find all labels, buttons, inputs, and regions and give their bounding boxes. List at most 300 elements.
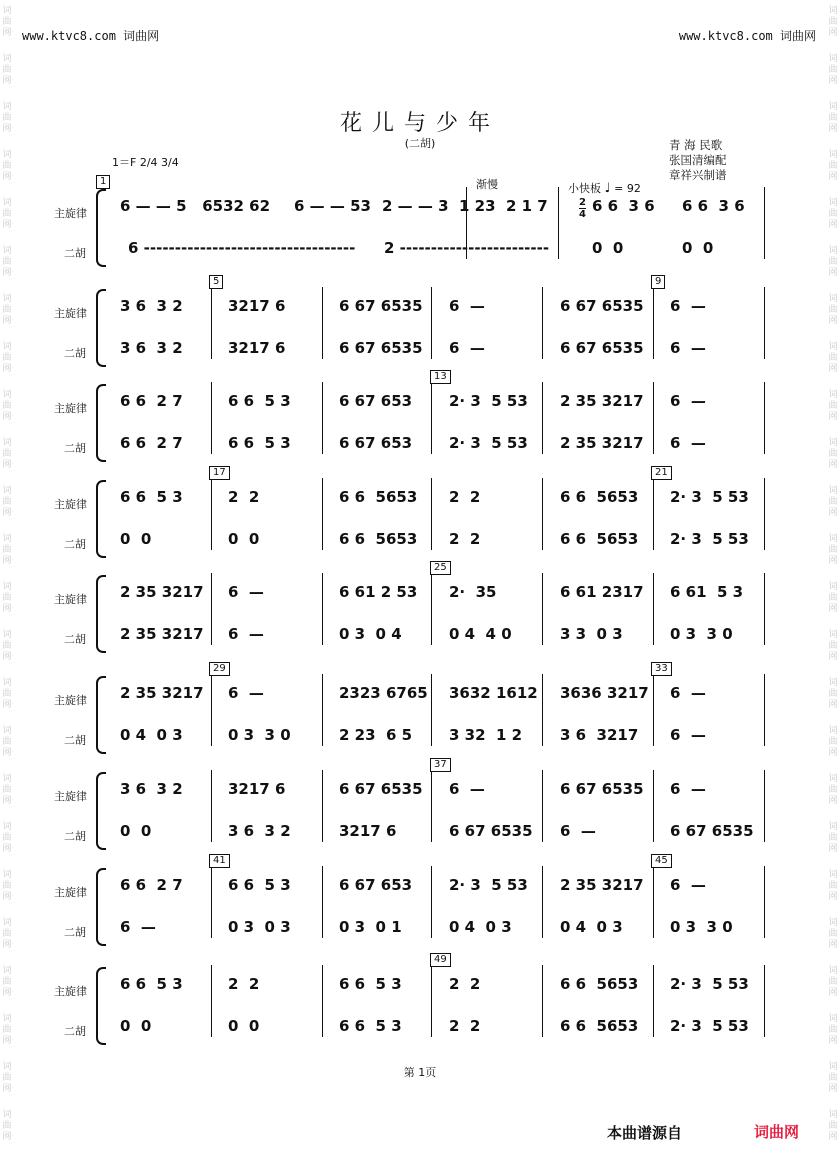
watermark-char: 词 — [2, 6, 12, 16]
score-title: 花儿与少年 — [339, 111, 500, 136]
watermark-char: 网 — [828, 1132, 838, 1142]
watermark-char: 词 — [828, 582, 838, 592]
barline — [542, 965, 543, 1037]
measure-notes: 6 6 5 3 — [339, 1017, 402, 1035]
watermark-char: 词 — [2, 486, 12, 496]
quarter-note-icon: ♩ — [604, 181, 611, 196]
watermark-char: 曲 — [2, 449, 12, 459]
part-label-melody: 主旋律 — [54, 790, 87, 803]
measure-notes: 6 6 5653 — [560, 975, 639, 993]
score-credits — [669, 138, 727, 183]
measure-notes: 3 3 0 3 — [560, 625, 623, 643]
watermark-char: 曲 — [2, 17, 12, 27]
measure-notes: 6 6 5 3 — [228, 392, 291, 410]
measure-notes: 6 — — [228, 684, 264, 702]
part-label-melody: 主旋律 — [54, 886, 87, 899]
watermark-char: 网 — [2, 412, 12, 422]
watermark-char: 曲 — [828, 833, 838, 843]
measure-notes: 6 6 5 3 — [228, 434, 291, 452]
watermark-char: 网 — [828, 316, 838, 326]
watermark-char: 词 — [2, 774, 12, 784]
watermark-char: 网 — [2, 988, 12, 998]
watermark-char: 网 — [828, 220, 838, 230]
measure-notes: 0 0 — [682, 239, 714, 257]
barline — [542, 478, 543, 550]
measure-number: 13 — [430, 370, 451, 384]
measure-notes: 6 6 5653 — [560, 1017, 639, 1035]
measure-notes: 2 2 — [449, 975, 481, 993]
system-brace — [96, 868, 106, 946]
barline — [653, 674, 654, 746]
watermark-char: 词 — [828, 54, 838, 64]
watermark-char: 曲 — [828, 161, 838, 171]
barline — [542, 287, 543, 359]
barline — [431, 866, 432, 938]
barline — [431, 382, 432, 454]
watermark-char: 词 — [828, 102, 838, 112]
score-subtitle: (二胡) — [404, 137, 436, 150]
watermark-char: 曲 — [828, 17, 838, 27]
watermark-char: 曲 — [2, 305, 12, 315]
measure-notes: 6 6 5653 — [560, 530, 639, 548]
score-system — [54, 197, 764, 260]
watermark-char: 网 — [828, 652, 838, 662]
measure-notes: 6 — — [670, 726, 706, 744]
part-label-erhu: 二胡 — [64, 830, 86, 843]
measure-notes: 6 67 653 — [339, 434, 413, 452]
watermark-char: 曲 — [2, 689, 12, 699]
measure-notes: 6 61 5 3 — [670, 583, 744, 601]
barline — [653, 866, 654, 938]
score-system — [54, 975, 764, 1038]
watermark-char: 网 — [828, 988, 838, 998]
part-label-erhu: 二胡 — [64, 347, 86, 360]
watermark-char: 曲 — [2, 785, 12, 795]
watermark-char: 曲 — [828, 401, 838, 411]
measure-notes: 0 3 0 3 — [228, 918, 291, 936]
watermark-char: 网 — [828, 76, 838, 86]
measure-notes: 0 3 0 1 — [339, 918, 402, 936]
measure-notes: 2 35 3217 — [560, 434, 644, 452]
part-label-erhu: 二胡 — [64, 538, 86, 551]
measure-notes: 2· 35 — [449, 583, 497, 601]
right-watermark-strip — [826, 0, 840, 1169]
watermark-char: 曲 — [828, 593, 838, 603]
measure-notes: 2 2 — [449, 488, 481, 506]
time-signature — [579, 197, 586, 220]
watermark-char: 词 — [828, 1062, 838, 1072]
watermark-char: 曲 — [2, 1121, 12, 1131]
watermark-char: 词 — [828, 630, 838, 640]
watermark-char: 词 — [2, 1110, 12, 1120]
watermark-char: 网 — [2, 172, 12, 182]
measure-notes: 2· 3 5 53 — [670, 1017, 749, 1035]
watermark-char: 词 — [828, 342, 838, 352]
watermark-char: 曲 — [828, 305, 838, 315]
watermark-char: 网 — [2, 76, 12, 86]
measure-notes: 6 61 2 53 — [339, 583, 418, 601]
measure-notes: 6 67 6535 — [449, 822, 533, 840]
watermark-char: 曲 — [2, 353, 12, 363]
part-label-melody: 主旋律 — [54, 985, 87, 998]
measure-notes: 2· 3 5 53 — [670, 530, 749, 548]
measure-notes: 2 35 3217 — [560, 876, 644, 894]
measure-notes: 3217 6 — [339, 822, 397, 840]
measure-notes: 6 — — [228, 583, 264, 601]
measure-notes: 6 67 6535 — [339, 297, 423, 315]
left-watermark-strip — [0, 0, 14, 1169]
barline — [211, 382, 212, 454]
measure-notes: 3 32 1 2 — [449, 726, 523, 744]
watermark-char: 词 — [2, 822, 12, 832]
watermark-char: 网 — [2, 844, 12, 854]
measure-notes: 6 — — [449, 339, 485, 357]
part-label-melody: 主旋律 — [54, 694, 87, 707]
watermark-char: 词 — [2, 1014, 12, 1024]
measure-notes: 2 2 — [449, 530, 481, 548]
watermark-char: 词 — [2, 918, 12, 928]
time-sig-bottom: 4 — [579, 209, 586, 220]
watermark-char: 网 — [828, 508, 838, 518]
measure-notes: 3217 6 — [228, 339, 286, 357]
watermark-char: 网 — [2, 796, 12, 806]
score-system — [54, 297, 764, 360]
watermark-char: 网 — [828, 364, 838, 374]
barline — [211, 866, 212, 938]
source-logo[interactable]: 词曲网 — [754, 1123, 800, 1141]
measure-notes: 6 6 3 6 — [592, 197, 655, 215]
measure-notes: 0 0 — [592, 239, 624, 257]
barline — [542, 382, 543, 454]
score-system — [54, 780, 764, 843]
watermark-char: 词 — [828, 966, 838, 976]
measure-notes: 6 6 5 3 — [228, 876, 291, 894]
barline — [431, 965, 432, 1037]
barline — [542, 573, 543, 645]
barline — [653, 287, 654, 359]
watermark-char: 网 — [2, 364, 12, 374]
watermark-char: 网 — [828, 796, 838, 806]
measure-number: 25 — [430, 561, 451, 575]
watermark-char: 词 — [828, 822, 838, 832]
measure-notes: 3217 6 — [228, 297, 286, 315]
measure-notes: 2· 3 5 53 — [449, 876, 528, 894]
watermark-char: 曲 — [2, 1025, 12, 1035]
watermark-char: 网 — [828, 556, 838, 566]
measure-number: 29 — [209, 662, 230, 676]
barline — [211, 287, 212, 359]
measure-notes: 6 67 6535 — [339, 780, 423, 798]
watermark-char: 曲 — [2, 593, 12, 603]
barline — [322, 573, 323, 645]
measure-notes: 2 35 3217 — [120, 684, 204, 702]
measure-notes: 0 0 — [120, 822, 152, 840]
tempo-allegretto — [568, 180, 641, 196]
watermark-char: 曲 — [828, 1025, 838, 1035]
watermark-char: 词 — [2, 294, 12, 304]
watermark-char: 曲 — [828, 65, 838, 75]
measure-notes: 3632 1612 — [449, 684, 538, 702]
measure-notes: 6 67 6535 — [560, 339, 644, 357]
part-label-erhu: 二胡 — [64, 247, 86, 260]
barline — [764, 965, 765, 1037]
measure-number: 33 — [651, 662, 672, 676]
barline — [322, 866, 323, 938]
barline — [322, 965, 323, 1037]
part-label-melody: 主旋律 — [54, 307, 87, 320]
watermark-char: 网 — [828, 460, 838, 470]
watermark-char: 词 — [2, 54, 12, 64]
watermark-char: 网 — [2, 220, 12, 230]
watermark-char: 词 — [2, 198, 12, 208]
part-label-erhu: 二胡 — [64, 1025, 86, 1038]
measure-notes: 0 0 — [120, 1017, 152, 1035]
measure-notes: 6 61 2317 — [560, 583, 644, 601]
watermark-char: 网 — [828, 1036, 838, 1046]
measure-notes: 2 23 6 5 — [339, 726, 413, 744]
measure-notes: 6 67 653 — [339, 876, 413, 894]
score-system — [54, 583, 764, 646]
measure-number: 37 — [430, 758, 451, 772]
watermark-char: 曲 — [2, 929, 12, 939]
watermark-char: 曲 — [828, 1121, 838, 1131]
measure-notes: 6 — — [670, 780, 706, 798]
credit-arranger: 张国清编配 — [669, 153, 727, 167]
measure-notes: 6 — — [670, 297, 706, 315]
barline — [764, 287, 765, 359]
measure-notes: 2323 6765 — [339, 684, 428, 702]
watermark-char: 词 — [2, 150, 12, 160]
tempo-slowing: 渐慢 — [476, 178, 498, 191]
part-label-melody: 主旋律 — [54, 207, 87, 220]
system-brace — [96, 480, 106, 558]
barline — [558, 187, 559, 259]
watermark-char: 词 — [2, 246, 12, 256]
watermark-char: 词 — [2, 870, 12, 880]
score-system — [54, 392, 764, 455]
time-sig-top: 2 — [579, 197, 586, 208]
watermark-char: 曲 — [2, 977, 12, 987]
watermark-char: 曲 — [2, 161, 12, 171]
measure-notes: 6 6 5 3 — [120, 488, 183, 506]
barline — [431, 573, 432, 645]
measure-number: 1 — [96, 175, 110, 189]
watermark-char: 曲 — [2, 113, 12, 123]
barline — [764, 674, 765, 746]
measure-notes: 6 — — [228, 625, 264, 643]
watermark-char: 词 — [2, 726, 12, 736]
measure-number: 17 — [209, 466, 230, 480]
measure-notes: 6 67 6535 — [560, 297, 644, 315]
watermark-char: 曲 — [2, 1073, 12, 1083]
barline — [322, 287, 323, 359]
page-footer: 第 1页 — [403, 1066, 437, 1079]
barline — [211, 478, 212, 550]
watermark-char: 网 — [2, 940, 12, 950]
measure-notes: 6 67 6535 — [560, 780, 644, 798]
watermark-char: 词 — [828, 246, 838, 256]
watermark-char: 曲 — [2, 833, 12, 843]
barline — [653, 478, 654, 550]
watermark-char: 曲 — [828, 113, 838, 123]
watermark-char: 词 — [828, 198, 838, 208]
system-brace — [96, 575, 106, 653]
barline — [542, 674, 543, 746]
credit-transcriber: 章祥兴制谱 — [669, 168, 727, 182]
measure-notes: 6 67 6535 — [670, 822, 754, 840]
barline — [322, 674, 323, 746]
watermark-char: 词 — [2, 390, 12, 400]
watermark-char: 曲 — [828, 545, 838, 555]
watermark-char: 词 — [2, 1062, 12, 1072]
measure-notes: 2 2 — [228, 975, 260, 993]
part-label-erhu: 二胡 — [64, 926, 86, 939]
barline — [431, 674, 432, 746]
part-label-melody: 主旋律 — [54, 402, 87, 415]
watermark-char: 词 — [2, 534, 12, 544]
measure-number: 45 — [651, 854, 672, 868]
watermark-char: 网 — [828, 412, 838, 422]
measure-notes: 0 4 0 3 — [120, 726, 183, 744]
watermark-char: 词 — [2, 582, 12, 592]
measure-notes: 2 — — 3 1 23 2 1 7 — [382, 197, 548, 215]
score-system — [54, 876, 764, 939]
measure-number: 49 — [430, 953, 451, 967]
measure-notes: 6 — — [449, 780, 485, 798]
barline — [322, 770, 323, 842]
measure-notes: 6 — — [670, 392, 706, 410]
watermark-char: 词 — [828, 678, 838, 688]
measure-notes: 6 — — [670, 434, 706, 452]
score-system — [54, 684, 764, 747]
barline — [653, 965, 654, 1037]
barline — [431, 770, 432, 842]
score-system — [54, 488, 764, 551]
watermark-char: 网 — [828, 940, 838, 950]
source-label: 本曲谱源自 — [607, 1124, 683, 1142]
watermark-char: 网 — [2, 748, 12, 758]
watermark-char: 曲 — [828, 785, 838, 795]
system-brace — [96, 289, 106, 367]
system-brace — [96, 384, 106, 462]
header-url-right[interactable]: www.ktvc8.com 词曲网 — [678, 29, 816, 43]
part-label-melody: 主旋律 — [54, 498, 87, 511]
watermark-char: 网 — [2, 892, 12, 902]
barline — [653, 770, 654, 842]
measure-notes: 6 6 5 3 — [339, 975, 402, 993]
barline — [764, 478, 765, 550]
measure-number: 41 — [209, 854, 230, 868]
watermark-char: 曲 — [828, 209, 838, 219]
barline — [211, 770, 212, 842]
measure-notes: 6 — — 5 6532 62 — [120, 197, 271, 215]
watermark-char: 网 — [828, 892, 838, 902]
watermark-char: 网 — [2, 28, 12, 38]
measure-notes: 2· 3 5 53 — [670, 488, 749, 506]
watermark-char: 词 — [828, 774, 838, 784]
measure-notes: 0 0 — [228, 1017, 260, 1035]
barline — [322, 478, 323, 550]
measure-notes: 3 6 3 2 — [120, 339, 183, 357]
measure-notes: 6 ---------------------------------- — [128, 239, 356, 257]
measure-notes: 0 3 3 0 — [670, 625, 733, 643]
measure-notes: 0 3 0 4 — [339, 625, 402, 643]
measure-notes: 6 — — [560, 822, 596, 840]
watermark-char: 词 — [2, 342, 12, 352]
watermark-char: 网 — [2, 508, 12, 518]
watermark-char: 曲 — [828, 881, 838, 891]
watermark-char: 曲 — [2, 209, 12, 219]
measure-notes: 0 3 3 0 — [670, 918, 733, 936]
watermark-char: 网 — [2, 604, 12, 614]
measure-notes: 2 ------------------------ — [384, 239, 550, 257]
watermark-char: 网 — [2, 556, 12, 566]
measure-notes: 2 2 — [449, 1017, 481, 1035]
barline — [653, 382, 654, 454]
watermark-char: 网 — [828, 172, 838, 182]
watermark-char: 曲 — [828, 1073, 838, 1083]
measure-notes: 6 — — [449, 297, 485, 315]
measure-notes: 6 6 5653 — [339, 530, 418, 548]
measure-notes: 0 0 — [228, 530, 260, 548]
measure-notes: 6 — — [670, 684, 706, 702]
watermark-char: 网 — [2, 1132, 12, 1142]
watermark-char: 曲 — [828, 641, 838, 651]
part-label-melody: 主旋律 — [54, 593, 87, 606]
key-signature: 1＝F 2/4 3/4 — [112, 156, 179, 169]
measure-notes: 0 4 0 3 — [449, 918, 512, 936]
watermark-char: 词 — [828, 150, 838, 160]
watermark-char: 曲 — [828, 449, 838, 459]
watermark-char: 词 — [828, 390, 838, 400]
header-url-left[interactable]: www.ktvc8.com 词曲网 — [22, 29, 160, 43]
measure-notes: 3636 3217 — [560, 684, 649, 702]
watermark-char: 网 — [2, 460, 12, 470]
watermark-char: 网 — [828, 844, 838, 854]
watermark-char: 词 — [828, 726, 838, 736]
measure-number: 21 — [651, 466, 672, 480]
measure-notes: 2 35 3217 — [120, 625, 204, 643]
watermark-char: 曲 — [828, 353, 838, 363]
part-label-erhu: 二胡 — [64, 442, 86, 455]
measure-notes: 3 6 3 2 — [120, 780, 183, 798]
watermark-char: 网 — [2, 124, 12, 134]
watermark-char: 曲 — [2, 545, 12, 555]
barline — [764, 573, 765, 645]
watermark-char: 词 — [828, 1014, 838, 1024]
measure-notes: 6 6 2 7 — [120, 876, 183, 894]
watermark-char: 词 — [828, 486, 838, 496]
barline — [322, 382, 323, 454]
measure-notes: 6 6 3 6 — [682, 197, 745, 215]
measure-notes: 2 2 — [228, 488, 260, 506]
measure-notes: 6 — — [670, 339, 706, 357]
watermark-char: 网 — [828, 700, 838, 710]
measure-number: 5 — [209, 275, 223, 289]
credit-origin: 青 海 民歌 — [669, 138, 723, 152]
measure-notes: 3 6 3217 — [560, 726, 639, 744]
system-brace — [96, 967, 106, 1045]
watermark-char: 网 — [2, 316, 12, 326]
watermark-char: 网 — [828, 1084, 838, 1094]
watermark-char: 网 — [2, 1036, 12, 1046]
watermark-char: 网 — [828, 28, 838, 38]
measure-notes: 6 6 2 7 — [120, 434, 183, 452]
watermark-char: 曲 — [2, 497, 12, 507]
watermark-char: 词 — [828, 870, 838, 880]
barline — [764, 770, 765, 842]
tempo-bpm: = 92 — [614, 182, 641, 195]
